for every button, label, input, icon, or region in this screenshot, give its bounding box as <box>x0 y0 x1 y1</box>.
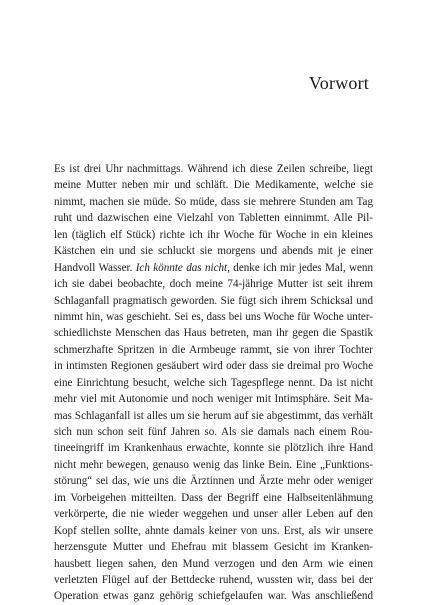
text-line: schmerzhafte Spritzen in die Armbeuge rammt, sie von ihrer Tochter <box>54 343 373 356</box>
text-line: hausbett liegen sahen, den Mund verzogen und den Arm wie einen <box>54 557 373 570</box>
text-line: im Vorbeigehen mitteilten. Dass der Begriff eine Halbseitenlähmung <box>54 491 373 504</box>
text-line: Operation etwas ganz gehörig schiefgelaufen war. Was anschließend <box>54 590 373 603</box>
text-line: tineeingriff im Krankenhaus erwachte, konnte sie plötzlich ihre Hand <box>54 442 373 455</box>
text-line: in intimsten Regionen gesäubert wird oder dass sie dreimal pro Woche <box>54 360 373 373</box>
text-line: nimmt hin, was geschieht. Sei es, dass bei uns Woche für Woche unter- <box>54 310 373 323</box>
text-line: mehr viel mit Autonomie und noch weniger mit Intimsphäre. Seit Ma- <box>54 393 373 406</box>
text-line: verletzten Flügel auf der Bettdecke ruhend, wussten wir, dass bei der <box>54 573 373 586</box>
text-line: mas Schlaganfall ist alles um sie herum auf sie abgestimmt, das verhält <box>54 409 373 422</box>
body-paragraph <box>54 161 373 605</box>
text-line: nicht mehr bewegen, genauso wenig das linke Bein. Eine „Funktions- <box>54 458 373 471</box>
text-line: Kästchen ein und sie schluckt sie morgens und abends mit je einer <box>54 245 373 258</box>
text-line: nimmt, machen sie müde. So müde, dass sie mehrere Stunden am Tag <box>54 195 373 208</box>
text-line: störung“ sei das, wie uns die Ärztinnen und Ärzte mehr oder weniger <box>54 475 373 488</box>
text-line: ruht und dazwischen eine Vielzahl von Tabletten einnimmt. Alle Pil- <box>54 212 373 225</box>
text-line: sich nun schon seit fünf Jahren so. Als sie damals nach einem Rou- <box>54 426 373 438</box>
text-line: len (täglich elf Stück) richte ich ihr Woche für Woche in ein kleines <box>54 228 373 241</box>
text-line: herzensgute Mutter und Ehefrau mit blassem Gesicht im Kranken- <box>54 541 373 554</box>
chapter-heading: Vorwort <box>308 73 369 93</box>
text-line: Es ist drei Uhr nachmittags. Während ich diese Zeilen schreibe, liegt <box>54 163 373 175</box>
text-line: Schlaganfall pragmatisch geworden. Sie fügt sich ihrem Schicksal und <box>54 294 373 307</box>
text-line-mixed <box>54 260 373 276</box>
text-segment: denke ich mir jedes Mal, wenn <box>229 261 373 274</box>
text-line: meine Mutter neben mir und schläft. Die Medikamente, welche sie <box>54 179 373 192</box>
text-line: verkörperte, die nie wieder weggehen und unser aller Leben auf den <box>54 508 373 521</box>
text-line: Kopf stellen sollte, ahnte damals keiner von uns. Erst, als wir unsere <box>54 524 373 537</box>
text-line: ich sie dabei beobachte, doch meine 74-jährige Mutter ist seit ihrem <box>54 278 373 291</box>
text-line: eine Einrichtung besucht, welche sich Tagespflege nennt. Da ist nicht <box>54 376 373 389</box>
text-line: schiedlichste Menschen das Haus betreten, man ihr gegen die Spastik <box>54 327 373 340</box>
text-segment: Handvoll Wasser. <box>54 261 133 274</box>
italic-phrase: Ich könnte das nicht, <box>135 261 230 274</box>
